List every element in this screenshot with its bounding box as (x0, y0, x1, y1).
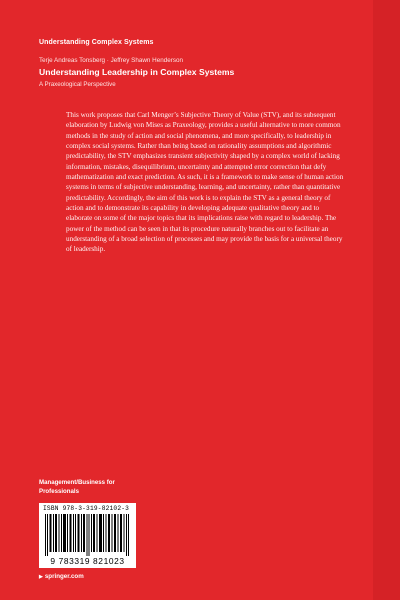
barcode-digits: 9 783319 821023 (50, 556, 125, 566)
isbn-label: ISBN 978-3-319-82102-3 (43, 505, 130, 512)
barcode-bars (45, 514, 131, 556)
category-label (39, 478, 139, 496)
publisher-url[interactable] (39, 573, 84, 580)
series-title: Understanding Complex Systems (39, 39, 154, 46)
book-subtitle: A Praxeological Perspective (39, 81, 116, 88)
spine-strip (373, 0, 400, 600)
back-cover-blurb: This work proposes that Carl Menger’s Subjective Theory of Value (STV), and its subsequent elaboration by Ludwig von Mises as Praxeology, provides a useful alternative to more common methods in the study of action and social phenomena, and more specifically, to leadership in complex social systems. Rather than being based on rationality assumptions and algorithmic predictability, the STV emphasizes transient subjectivity shaped by a complex world of lacking information, mistakes, disequilibrium, uncertainty and attempted error correction that defy mathematization and exact prediction. As such, it is a framework to make sense of human action systems in terms of subjective understanding, learning, and uncertainty, rather than quantitative predictability. Accordingly, the aim of this work is to explain the STV as a general theory of action and to demonstrate its capability in developing adequate qualitative theory and to elaborate on some of the major topics that its implications raise with regard to leadership. The power of the method can be seen in that its procedure naturally branches out to facilitate an understanding of a broad selection of processes and may provide the basis for a universal theory of leadership. (66, 111, 344, 254)
category-line-1: Management/Business for (39, 479, 115, 486)
category-line-2: Professionals (39, 488, 79, 495)
arrow-right-icon: ▶ (39, 574, 43, 580)
barcode-box (39, 503, 136, 568)
book-title: Understanding Leadership in Complex Systems (39, 67, 235, 77)
authors: Terje Andreas Tonsberg · Jeffrey Shawn Henderson (39, 57, 183, 64)
publisher-url-text: springer.com (44, 573, 84, 580)
